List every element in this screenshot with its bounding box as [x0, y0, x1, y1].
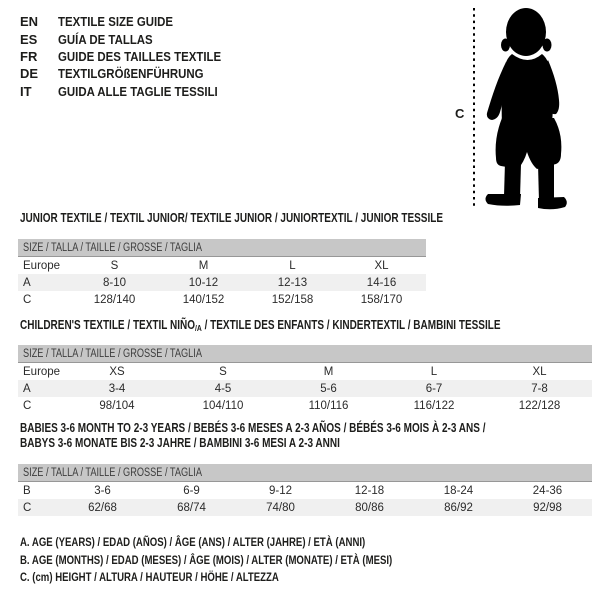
row-label-cell: A [18, 274, 70, 291]
language-row-de [20, 65, 243, 82]
language-label: GUÍA DE TALLAS [58, 31, 153, 47]
size-cell: 24-36 [532, 484, 563, 497]
table-row [18, 274, 426, 291]
subscript-a: /A [194, 323, 202, 333]
table-row [18, 397, 592, 414]
size-cell: 3-4 [64, 380, 170, 397]
language-code: IT [20, 83, 32, 99]
table-row [18, 291, 426, 308]
children-table-title: CHILDREN'S TEXTILE / TEXTIL $NIÑO_{/A}$ / TEXTILE DES ENFANTS / KINDERTEXTIL / BAMBINI TESSILE [20, 318, 501, 333]
language-row-it [20, 83, 243, 100]
language-label: GUIDE DES TAILLES TEXTILE [58, 48, 222, 64]
language-header [20, 13, 243, 100]
language-row-en [20, 13, 243, 30]
size-cell: 6-9 [183, 484, 200, 497]
language-label: TEXTILGRÖßENFÜHRUNG [58, 66, 204, 82]
size-cell: 14-16 [337, 274, 426, 291]
row-label-cell: B [23, 484, 31, 497]
size-cell: M [323, 365, 334, 378]
size-cell: 74/80 [236, 499, 325, 516]
size-header-bar: SIZE / TALLA / TAILLE / GRÖSSE / TAGLIA [18, 464, 592, 482]
row-label-cell: Europe [23, 259, 61, 272]
junior-size-table [18, 239, 426, 308]
size-cell: 9-12 [268, 484, 293, 497]
size-cell: 152/158 [271, 293, 314, 306]
size-cell: XS [109, 365, 125, 378]
row-label-cell: C [23, 293, 32, 306]
size-cell: 12-13 [248, 274, 337, 291]
size-cell: 86/92 [414, 499, 503, 516]
size-cell: 92/98 [503, 499, 592, 516]
size-cell: S [219, 365, 227, 378]
size-cell: 6-7 [381, 380, 487, 397]
language-code: EN [20, 14, 39, 30]
figure-height-label: C [455, 106, 465, 121]
size-cell: 10-12 [159, 274, 248, 291]
language-row-fr [20, 48, 243, 65]
size-cell: 158/170 [360, 293, 403, 306]
size-cell: 7-8 [487, 380, 592, 397]
size-cell: XL [374, 259, 389, 272]
size-cell: 104/110 [202, 399, 244, 412]
junior-table-title: JUNIOR TEXTILE / TEXTIL JUNIOR/ TEXTILE JUNIOR / JUNIORTEXTIL / JUNIOR TESSILE [20, 211, 444, 225]
size-cell: L [430, 365, 438, 378]
size-cell: 62/68 [58, 499, 147, 516]
row-label-cell: Europe [23, 365, 61, 378]
baby-silhouette-shape [486, 8, 567, 209]
size-cell: 98/104 [99, 399, 135, 412]
size-cell: S [110, 259, 119, 272]
row-label-cell: A [18, 380, 64, 397]
language-row-es [20, 30, 243, 47]
size-header-bar: SIZE / TALLA / TAILLE / GRÖSSE / TAGLIA [18, 345, 592, 363]
babies-size-table [18, 464, 592, 516]
size-cell: 110/116 [308, 399, 349, 412]
size-cell: M [198, 259, 209, 272]
size-cell: 116/122 [413, 399, 455, 412]
size-cell: 8-10 [70, 274, 159, 291]
table-row [18, 380, 592, 397]
children-size-table [18, 345, 592, 414]
note-age-years: A. AGE (YEARS) / EDAD (AÑOS) / ÂGE (ANS) / ALTER (JAHRE) / ETÀ (ANNI) [20, 535, 366, 549]
size-cell: 18-24 [443, 484, 474, 497]
size-cell: 3-6 [94, 484, 111, 497]
table-row [18, 482, 592, 500]
size-cell: 4-5 [170, 380, 276, 397]
size-header-bar: SIZE / TALLA / TAILLE / GRÖSSE / TAGLIA [18, 239, 426, 257]
language-code: ES [20, 31, 38, 47]
language-code: DE [20, 66, 39, 82]
size-cell: 80/86 [325, 499, 414, 516]
size-cell: 140/152 [182, 293, 225, 306]
size-cell: XL [532, 365, 547, 378]
row-label-cell: C [18, 499, 58, 516]
table-row [18, 257, 426, 275]
size-cell: 128/140 [93, 293, 136, 306]
size-cell: L [289, 259, 296, 272]
size-cell: 122/128 [518, 399, 561, 412]
note-height-cm: C. (cm) HEIGHT / ALTURA / HAUTEUR / HÖHE / ALTEZZA [20, 570, 279, 584]
babies-table-title: BABIES 3-6 MONTH TO 2-3 YEARS / BEBÉS 3-6 MESES A 2-3 AÑOS / BÉBÉS 3-6 MOIS À 2-3 ANS / BABYS 3-6 MONATE BIS 2-3 JAHRE / BAMBINI 3-6 MESI A 2-3 ANNI [20, 421, 486, 450]
size-cell: 5-6 [276, 380, 381, 397]
language-code: FR [20, 48, 38, 64]
size-cell: 68/74 [147, 499, 236, 516]
language-label: TEXTILE SIZE GUIDE [58, 14, 174, 30]
language-label: GUIDA ALLE TAGLIE TESSILI [58, 83, 218, 99]
table-row [18, 363, 592, 381]
note-age-months: B. AGE (MONTHS) / EDAD (MESES) / ÂGE (MOIS) / ALTER (MONATE) / ETÀ (MESI) [20, 552, 393, 567]
table-row [18, 499, 592, 516]
size-cell: 12-18 [354, 484, 385, 497]
legend-notes [20, 535, 485, 588]
baby-silhouette [468, 0, 600, 215]
row-label-cell: C [23, 399, 32, 412]
